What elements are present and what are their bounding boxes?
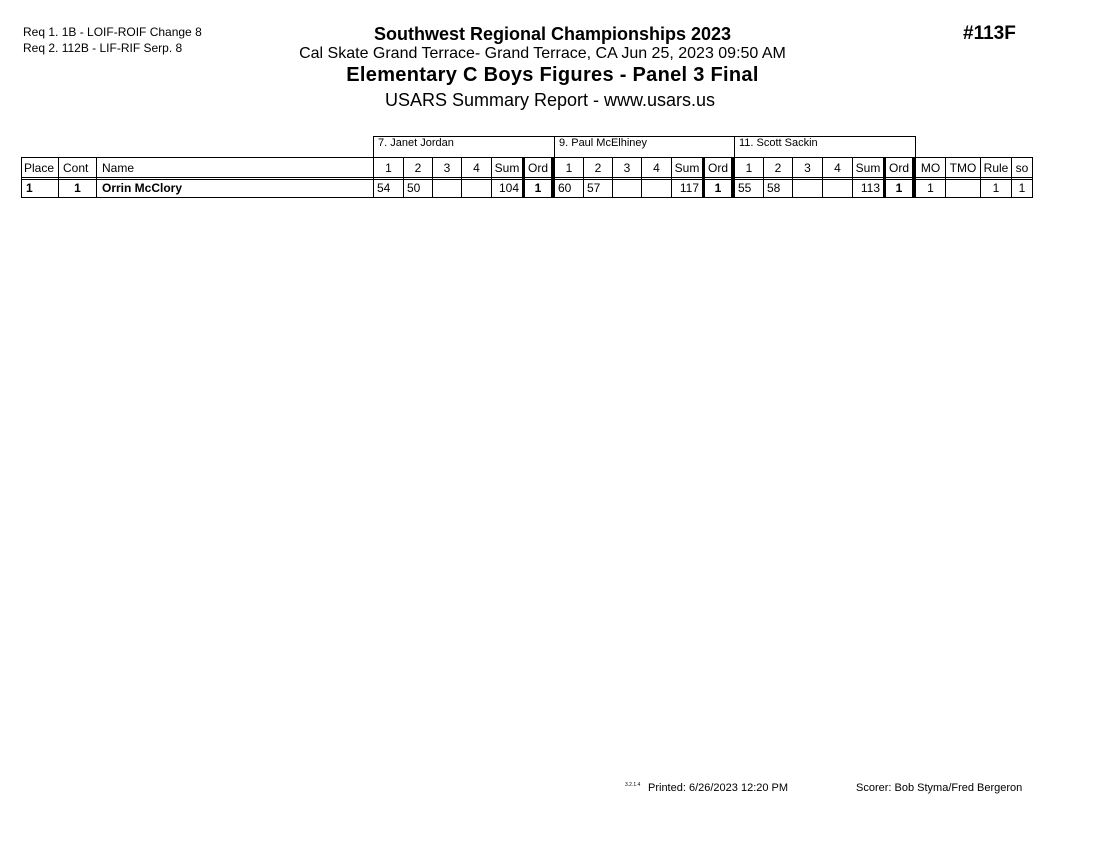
j1-score-1: 54	[377, 181, 391, 195]
col-j3-s4: 4	[834, 161, 841, 175]
col-cont: Cont	[63, 161, 89, 175]
col-j1-sum: Sum	[494, 161, 520, 175]
col-j3-ord: Ord	[888, 161, 909, 175]
col-j3-s1: 1	[745, 161, 753, 175]
col-j3-s3: 3	[804, 161, 811, 175]
judge-header-2: 9. Paul McElhiney	[559, 137, 648, 149]
judge-header-3: 11. Scott Sackin	[739, 137, 818, 149]
j2-ord: 1	[714, 181, 722, 195]
place-value: 1	[26, 181, 33, 195]
j2-sum: 117	[679, 181, 699, 195]
col-j2-ord: Ord	[707, 161, 728, 175]
col-place: Place	[24, 161, 55, 175]
j2-score-4	[642, 179, 671, 199]
col-j3-s2: 2	[774, 161, 782, 175]
col-mo: MO	[920, 161, 941, 175]
event-name: Elementary C Boys Figures - Panel 3 Final	[346, 64, 759, 86]
j2-score-3	[613, 179, 641, 199]
col-name: Name	[102, 161, 135, 175]
event-title: Southwest Regional Championships 2023	[373, 24, 732, 44]
j3-score-2: 58	[767, 181, 781, 195]
j3-sum: 113	[860, 181, 880, 195]
j1-score-3	[433, 179, 461, 199]
col-so: so	[1015, 161, 1029, 175]
j3-score-1: 55	[738, 181, 752, 195]
venue-line: Cal Skate Grand Terrace- Grand Terrace, CA Jun 25, 2023 09:50 AM	[299, 45, 786, 62]
col-j2-s4: 4	[653, 161, 660, 175]
j1-sum: 104	[498, 181, 519, 195]
j1-score-2: 50	[407, 181, 421, 195]
col-tmo: TMO	[949, 161, 977, 175]
col-j1-s3: 3	[443, 161, 451, 175]
j3-score-4	[823, 179, 852, 199]
j1-score-4	[462, 179, 491, 199]
col-j2-s3: 3	[623, 161, 631, 175]
j3-ord: 1	[895, 181, 903, 195]
cont-value: 1	[74, 181, 81, 195]
so-value: 1	[1018, 181, 1026, 195]
scorer-label: Scorer: Bob Styma/Fred Bergeron	[856, 782, 1023, 794]
event-number: #113F	[963, 23, 1016, 44]
col-j1-s1: 1	[385, 161, 392, 175]
tmo-value	[946, 179, 980, 199]
printed-label: Printed: 6/26/2023 12:20 PM	[648, 782, 789, 794]
col-j1-s2: 2	[414, 161, 422, 175]
report-name: USARS Summary Report - www.usars.us	[384, 90, 716, 110]
requirement-1: Req 1. 1B - LOIF-ROIF Change 8	[23, 25, 202, 39]
col-rule: Rule	[983, 161, 1009, 175]
col-j2-sum: Sum	[674, 161, 700, 175]
rule-value: 1	[992, 181, 1000, 195]
j3-score-3	[793, 179, 822, 199]
col-j3-sum: Sum	[855, 161, 881, 175]
j1-ord: 1	[534, 181, 542, 195]
col-j2-s2: 2	[594, 161, 602, 175]
col-j1-ord: Ord	[527, 161, 548, 175]
version-label: 3.2.1.4	[625, 782, 641, 788]
skater-name: Orrin McClory	[102, 181, 183, 195]
requirement-2: Req 2. 112B - LIF-RIF Serp. 8	[23, 41, 183, 55]
j2-score-1: 60	[558, 181, 572, 195]
judge-header-1: 7. Janet Jordan	[378, 137, 454, 149]
col-j2-s1: 1	[565, 161, 573, 175]
j2-score-2: 57	[587, 181, 601, 195]
mo-value: 1	[927, 181, 934, 195]
col-j1-s4: 4	[473, 161, 480, 175]
